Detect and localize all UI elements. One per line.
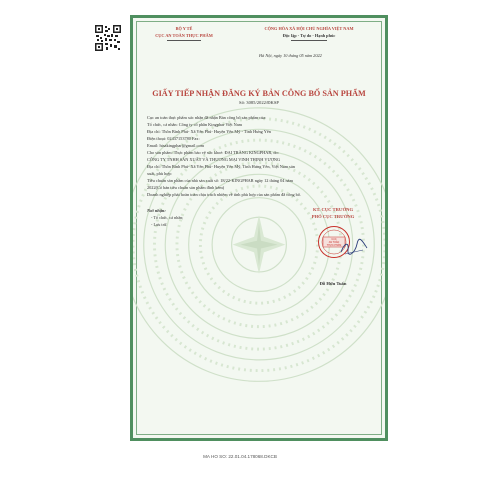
recipient-item: - Tổ chức, cá nhân; [151, 215, 184, 220]
signer-title: PHÓ CỤC TRƯỞNG [311, 214, 355, 219]
signer-name: Đỗ Hữu Tuấn [319, 281, 347, 286]
body-line: Tổ chức, cá nhân: Công ty cổ phần Kingphar Việt Nam [147, 122, 242, 127]
motto-underline [291, 40, 327, 41]
body-line: Tiêu chuẩn sản phẩm của nhà sản xuất số: 18/22-KINGPHAR ngày 12 tháng 04 năm [147, 178, 293, 183]
ministry-name: BỘ Y TẾ [175, 26, 193, 31]
body-line: Cho sản phẩm: Thực phẩm bảo vệ sức khoẻ: ĐẠI TRÀNG KINGPHAR, do: [147, 150, 279, 155]
signer-position: KT. CỤC TRƯỞNG [312, 207, 354, 212]
recipients-label: Nơi nhận: [147, 208, 166, 213]
issue-date: Hà Nội, ngày 10 tháng 05 năm 2022 [259, 53, 322, 58]
motto: Độc lập - Tự do - Hạnh phúc [282, 33, 336, 38]
signature-scribble [339, 238, 369, 258]
body-line: Địa chỉ: Thôn Bình Phú- Xã Yên Phú- Huyện Yên Mỹ - Tỉnh Hưng Yên [147, 129, 271, 134]
document-number: Số: 3085/2022/ĐKSP [239, 100, 279, 105]
body-line: Doanh nghiệp phải hoàn toàn chịu trách nhiệm về tính phù hợp của sản phẩm đã công bố. [147, 192, 302, 197]
qr-code [95, 25, 121, 51]
agency-underline [167, 40, 201, 41]
document-title: GIẤY TIẾP NHẬN ĐĂNG KÝ BẢN CÔNG BỐ SẢN PHẨM [152, 89, 366, 98]
recipient-item: - Lưu trữ. [151, 222, 168, 227]
body-line: xuất, phù hợp: [147, 171, 172, 176]
stamp-text: CỤC [331, 238, 337, 241]
agency-name: CỤC AN TOÀN THỰC PHẨM [155, 33, 213, 38]
republic-name: CỘNG HÒA XÃ HỘI CHỦ NGHĨA VIỆT NAM [264, 26, 354, 31]
stamp-text: AN TOÀN [328, 241, 340, 244]
body-line: 2022(Có bản tiêu chuẩn sản phẩm đính kèm) [147, 185, 225, 190]
body-line: Cục an toàn thực phẩm xác nhận đã nhận Bản công bố sản phẩm của: [147, 115, 267, 120]
body-line: Email: htsakingphar@gmail.com [147, 143, 204, 148]
stamp-text: THỰC PHẨM [326, 244, 342, 247]
dossier-code: MA HO SO: 22.01.04.178068.DKCB [203, 454, 277, 459]
body-line: Địa chỉ: Thôn Bình Phú- Xã Yên Phú- Huyện Yên Mỹ, Tỉnh Hưng Yên, Việt Nam sản [147, 164, 295, 169]
certificate [130, 15, 388, 441]
body-line: Điện thoại: 02437153780 Fax: [147, 136, 200, 141]
body-line: CÔNG TY TNHH SẢN XUẤT VÀ THƯƠNG MẠI VINH THỊNH VƯỢNG [147, 157, 281, 162]
